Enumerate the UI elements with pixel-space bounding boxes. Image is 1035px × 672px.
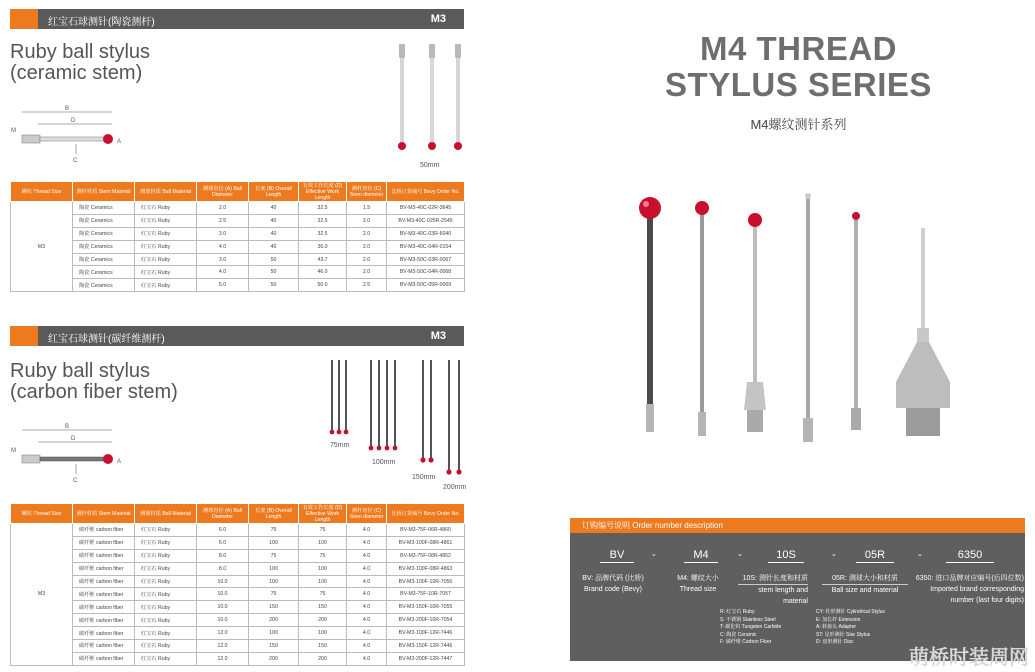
- table-cell: 陶瓷 Ceramics: [73, 266, 135, 279]
- table-row: [11, 562, 465, 575]
- dim-m-label: M: [11, 128, 16, 134]
- table-cell: 200: [299, 652, 347, 665]
- table-cell: 红宝石 Ruby: [135, 227, 197, 240]
- table-row: [11, 279, 465, 292]
- table-cell: 红宝石 Ruby: [135, 214, 197, 227]
- table-cell: 4.0: [347, 614, 387, 627]
- material-legend: R: 红宝石 Ruby S: 不锈钢 Stainless Steel T: 碳化钨 Tungsten Carbide C: 陶瓷 Ceramic F: 碳纤维 Carbon Fiber: [720, 609, 782, 646]
- section2-thread-code: M3: [430, 330, 446, 342]
- table-cell: 红宝石 Ruby: [135, 279, 197, 292]
- table-cell: 3.0: [197, 227, 249, 240]
- table-row: [11, 627, 465, 640]
- table-cell: BV-M3-100F-10R-7056: [387, 575, 465, 588]
- carbon-100mm-label: 100mm: [372, 459, 396, 466]
- stylus-5: [851, 212, 861, 430]
- ceramic-spec-table: [10, 181, 465, 292]
- table-cell: 碳纤维 carbon fiber: [73, 588, 135, 601]
- table-header-row: [11, 504, 465, 524]
- table-cell: 5.0: [197, 279, 249, 292]
- table-cell: 红宝石 Ruby: [135, 562, 197, 575]
- code-dash: -: [738, 549, 742, 561]
- table-cell: 红宝石 Ruby: [135, 614, 197, 627]
- table-cell: BV-M3-40C-04R-0154: [387, 240, 465, 253]
- table-cell: 红宝石 Ruby: [135, 601, 197, 614]
- table-cell: 75: [299, 549, 347, 562]
- table-cell: 红宝石 Ruby: [135, 575, 197, 588]
- table-cell: 4.0: [347, 536, 387, 549]
- table-cell: 2.0: [347, 227, 387, 240]
- table-cell: 红宝石 Ruby: [135, 202, 197, 215]
- table-cell: 40: [249, 240, 299, 253]
- table-cell: 陶瓷 Ceramics: [73, 227, 135, 240]
- table-row: [11, 202, 465, 215]
- right-page: [562, 0, 1035, 672]
- section1-thread-code: M3: [430, 13, 446, 25]
- code-dash: -: [652, 549, 656, 561]
- section2-title-cn: 红宝石球测针(碳纤维测杆): [48, 334, 165, 345]
- table-cell: BV-M3-75F-08R-4862: [387, 549, 465, 562]
- table-cell: 12.0: [197, 640, 249, 653]
- section1-title: [10, 42, 150, 84]
- section2-title-line1: Ruby ball stylus: [10, 360, 151, 382]
- table-cell: 2.0: [347, 266, 387, 279]
- site-watermark: 萌桥时装周网: [909, 647, 1029, 669]
- table-row: [11, 253, 465, 266]
- table-cell: 红宝石 Ruby: [135, 588, 197, 601]
- section2-title: [10, 361, 178, 403]
- series-subtitle-cn: M4螺纹测针系列: [750, 117, 847, 132]
- table-cell: 陶瓷 Ceramics: [73, 214, 135, 227]
- table-cell: 2.5: [347, 279, 387, 292]
- table-cell: 碳纤维 carbon fiber: [73, 614, 135, 627]
- table-cell: 100: [299, 627, 347, 640]
- table-header-cell: 长度 (B) Overall Length: [249, 182, 299, 202]
- dim-d-label: D: [71, 436, 76, 442]
- carbon-150mm-label: 150mm: [412, 474, 436, 481]
- table-cell: 碳纤维 carbon fiber: [73, 575, 135, 588]
- code-brand: BV: [600, 549, 634, 563]
- table-row: [11, 266, 465, 279]
- table-header-cell: 螺纹 Thread Size: [11, 504, 73, 524]
- table-cell: 碳纤维 carbon fiber: [73, 640, 135, 653]
- table-cell: 36.0: [299, 240, 347, 253]
- ceramic-length-label: 50mm: [420, 162, 440, 169]
- table-cell: 50: [249, 253, 299, 266]
- table-cell: 32.5: [299, 227, 347, 240]
- table-cell: BV-M3-100F-08R-4863: [387, 562, 465, 575]
- table-row: [11, 227, 465, 240]
- table-cell: BV-M3-75F-06R-4860: [387, 524, 465, 537]
- table-cell: 32.5: [299, 214, 347, 227]
- table-cell: 8.0: [197, 562, 249, 575]
- carbon-75mm-label: 75mm: [330, 442, 350, 449]
- series-title-line2: STYLUS SERIES: [665, 66, 932, 103]
- stylus-6: [896, 228, 950, 436]
- table-cell: 40: [249, 214, 299, 227]
- table-cell: 2.0: [347, 253, 387, 266]
- table-cell: 75: [299, 588, 347, 601]
- dim-m-label: M: [11, 448, 16, 454]
- desc-brand: BV: 品牌代码 (比桥) Brand code (Bevy): [582, 575, 644, 593]
- table-header-row: [11, 182, 465, 202]
- accent-block: [10, 9, 38, 29]
- type-legend: CY: 柱形测针 Cylindrical Stylus E: 加长杆 Extension A: 转接头 Adapter ST: 星形测针 Star Stylus D: 盘形测针 Disc: [816, 609, 885, 646]
- code-ball: 05R: [856, 549, 894, 563]
- table-cell: BV-M3-150F-10R-7055: [387, 601, 465, 614]
- table-cell: 红宝石 Ruby: [135, 253, 197, 266]
- table-cell: 100: [249, 575, 299, 588]
- table-cell: BV-M3-200F-10R-7054: [387, 614, 465, 627]
- code-thread: M4: [684, 549, 718, 563]
- ceramic-stylus-photo: [392, 42, 472, 158]
- table-cell: 43.7: [299, 253, 347, 266]
- table-cell: BV-M3-50C-03R-0067: [387, 253, 465, 266]
- table-cell: 4.0: [347, 524, 387, 537]
- table-cell: 200: [299, 614, 347, 627]
- accent-block: [10, 326, 38, 346]
- table-cell: 10.0: [197, 588, 249, 601]
- section2-title-line2: (carbon fiber stem): [10, 381, 178, 403]
- code-imported: 6350: [946, 549, 994, 563]
- table-cell: 75: [249, 588, 299, 601]
- table-header-cell: 测球材质 Ball Material: [135, 182, 197, 202]
- table-cell: 150: [299, 640, 347, 653]
- table-cell: 4.0: [347, 601, 387, 614]
- table-cell: 碳纤维 carbon fiber: [73, 524, 135, 537]
- m4-stylus-product-photo: [632, 188, 972, 450]
- table-cell: 75: [249, 549, 299, 562]
- table-cell: 红宝石 Ruby: [135, 640, 197, 653]
- section2-header-bar: [10, 326, 464, 346]
- table-cell: 1.5: [347, 202, 387, 215]
- table-cell: 100: [299, 536, 347, 549]
- table-cell: 陶瓷 Ceramics: [73, 202, 135, 215]
- table-cell: 50: [249, 266, 299, 279]
- table-cell: 4.0: [347, 562, 387, 575]
- dim-a-label: A: [117, 139, 122, 145]
- table-cell: 100: [249, 627, 299, 640]
- table-cell: 红宝石 Ruby: [135, 652, 197, 665]
- table-row: [11, 536, 465, 549]
- table-cell: 75: [249, 524, 299, 537]
- table-cell: 碳纤维 carbon fiber: [73, 549, 135, 562]
- table-cell: 46.0: [299, 266, 347, 279]
- table-cell: 4.0: [347, 640, 387, 653]
- table-cell: 陶瓷 Ceramics: [73, 279, 135, 292]
- table-cell: 4.0: [347, 549, 387, 562]
- stylus-2: [695, 201, 709, 436]
- table-header-cell: 测杆直径 (C) Stem diameter: [347, 504, 387, 524]
- carbon-spec-table: [10, 503, 465, 666]
- table-header-cell: 测杆材质 Stem Material: [73, 182, 135, 202]
- table-cell: 50.0: [299, 279, 347, 292]
- table-cell: 12.0: [197, 627, 249, 640]
- desc-stem: 10S: 测针长度和材质 stem length and material: [738, 573, 808, 607]
- table-cell: 2.0: [347, 214, 387, 227]
- section1-dimension-diagram: [8, 100, 128, 170]
- order-number-title: 订购编号说明 Order number description: [570, 518, 1025, 533]
- table-cell: 4.0: [347, 575, 387, 588]
- table-row: [11, 240, 465, 253]
- table-cell: 碳纤维 carbon fiber: [73, 601, 135, 614]
- table-cell: 8.0: [197, 549, 249, 562]
- table-cell: 4.0: [347, 588, 387, 601]
- section2-dimension-diagram: [8, 420, 128, 490]
- code-stem: 10S: [768, 549, 804, 563]
- table-row: [11, 601, 465, 614]
- table-cell: 40: [249, 202, 299, 215]
- table-cell: 10.0: [197, 601, 249, 614]
- table-cell: 碳纤维 carbon fiber: [73, 562, 135, 575]
- table-cell: 碳纤维 carbon fiber: [73, 536, 135, 549]
- table-row: [11, 614, 465, 627]
- table-cell: 12.0: [197, 652, 249, 665]
- table-cell: 陶瓷 Ceramics: [73, 253, 135, 266]
- table-header-cell: 比桥订货编号 Bevy Order No.: [387, 504, 465, 524]
- left-page: [0, 0, 472, 672]
- thread-size-cell: M3: [11, 524, 73, 666]
- table-header-cell: 比桥订货编号 Bevy Order No.: [387, 182, 465, 202]
- dim-a-label: A: [117, 459, 122, 465]
- code-dash: -: [832, 549, 836, 561]
- table-cell: 100: [299, 575, 347, 588]
- dim-b-label: B: [65, 424, 70, 430]
- table-cell: 40: [249, 227, 299, 240]
- table-cell: BV-M3-40C-03R-6040: [387, 227, 465, 240]
- table-cell: BV-M3-50C-05R-0069: [387, 279, 465, 292]
- table-row: [11, 652, 465, 665]
- dim-d-label: D: [71, 118, 76, 124]
- table-cell: 150: [249, 601, 299, 614]
- thread-size-cell: M3: [11, 202, 73, 292]
- table-cell: 2.5: [197, 214, 249, 227]
- table-cell: 6.0: [197, 524, 249, 537]
- table-header-cell: 测杆材质 Stem Material: [73, 504, 135, 524]
- table-cell: 红宝石 Ruby: [135, 524, 197, 537]
- table-cell: BV-M3-75F-10R-7057: [387, 588, 465, 601]
- table-cell: 4.0: [197, 240, 249, 253]
- table-header-cell: 测球直径 (A) Ball Diameter: [197, 504, 249, 524]
- table-cell: BV-M3-100F-08R-4861: [387, 536, 465, 549]
- table-row: [11, 575, 465, 588]
- stylus-4: [803, 193, 813, 442]
- table-cell: 50: [249, 279, 299, 292]
- desc-imported: 6350: 进口品牌对应编号(后四位数) Imported brand corresponding number (last four digits): [915, 575, 1024, 604]
- code-dash: -: [918, 549, 922, 561]
- table-cell: 150: [299, 601, 347, 614]
- dim-c-label: C: [73, 478, 78, 484]
- desc-ball: 05R: 测球大小和材质 Ball size and material: [822, 573, 908, 596]
- table-cell: 红宝石 Ruby: [135, 549, 197, 562]
- table-cell: BV-M3-40C-02R-3645: [387, 202, 465, 215]
- table-cell: 75: [299, 524, 347, 537]
- table-cell: 红宝石 Ruby: [135, 240, 197, 253]
- table-cell: 4.0: [347, 652, 387, 665]
- table-cell: 200: [249, 614, 299, 627]
- section1-title-cn: 红宝石球测针(陶瓷测杆): [48, 17, 155, 28]
- table-cell: 100: [249, 562, 299, 575]
- table-row: [11, 588, 465, 601]
- section1-title-line2: (ceramic stem): [10, 62, 143, 84]
- table-cell: 10.0: [197, 575, 249, 588]
- table-cell: 10.0: [197, 614, 249, 627]
- table-header-cell: 长度 (B) Overall Length: [249, 504, 299, 524]
- table-cell: 2.0: [197, 202, 249, 215]
- table-cell: 32.5: [299, 202, 347, 215]
- table-cell: 6.0: [197, 536, 249, 549]
- table-cell: 100: [299, 562, 347, 575]
- table-row: [11, 640, 465, 653]
- table-header-cell: 有效工作长度 (D) Effective Work Length: [299, 182, 347, 202]
- table-header-cell: 有效工作长度 (D) Effective Work Length: [299, 504, 347, 524]
- table-cell: 2.0: [347, 240, 387, 253]
- series-title-line1: M4 THREAD: [699, 30, 897, 67]
- desc-thread: M4: 螺纹大小 Thread size: [677, 575, 719, 593]
- table-header-cell: 测球直径 (A) Ball Diameter: [197, 182, 249, 202]
- table-cell: 3.0: [197, 253, 249, 266]
- table-header-cell: 测杆直径 (C) Stem diameter: [347, 182, 387, 202]
- table-cell: 碳纤维 carbon fiber: [73, 652, 135, 665]
- table-cell: 碳纤维 carbon fiber: [73, 627, 135, 640]
- table-cell: 4.0: [347, 627, 387, 640]
- table-cell: 100: [249, 536, 299, 549]
- stylus-3: [744, 213, 766, 432]
- stylus-1: [639, 197, 661, 432]
- table-cell: 红宝石 Ruby: [135, 266, 197, 279]
- table-row: [11, 524, 465, 537]
- carbon-stylus-photo: [326, 356, 472, 484]
- section1-header-bar: [10, 9, 464, 29]
- table-row: [11, 214, 465, 227]
- table-cell: 200: [249, 652, 299, 665]
- dim-c-label: C: [73, 158, 78, 164]
- table-cell: BV-M3-40C-025R-2545: [387, 214, 465, 227]
- table-cell: 陶瓷 Ceramics: [73, 240, 135, 253]
- table-cell: BV-M3-50C-04R-0068: [387, 266, 465, 279]
- dim-b-label: B: [65, 106, 70, 112]
- table-cell: BV-M3-100F-12R-7446: [387, 627, 465, 640]
- section1-title-line1: Ruby ball stylus: [10, 41, 151, 63]
- table-cell: 150: [249, 640, 299, 653]
- table-cell: 红宝石 Ruby: [135, 536, 197, 549]
- table-row: [11, 549, 465, 562]
- table-cell: 红宝石 Ruby: [135, 627, 197, 640]
- table-cell: 4.0: [197, 266, 249, 279]
- carbon-200mm-label: 200mm: [443, 484, 467, 491]
- table-header-cell: 测球材质 Ball Material: [135, 504, 197, 524]
- table-cell: BV-M3-150F-12R-7446: [387, 640, 465, 653]
- table-header-cell: 螺纹 Thread Size: [11, 182, 73, 202]
- table-cell: BV-M3-200F-12R-7447: [387, 652, 465, 665]
